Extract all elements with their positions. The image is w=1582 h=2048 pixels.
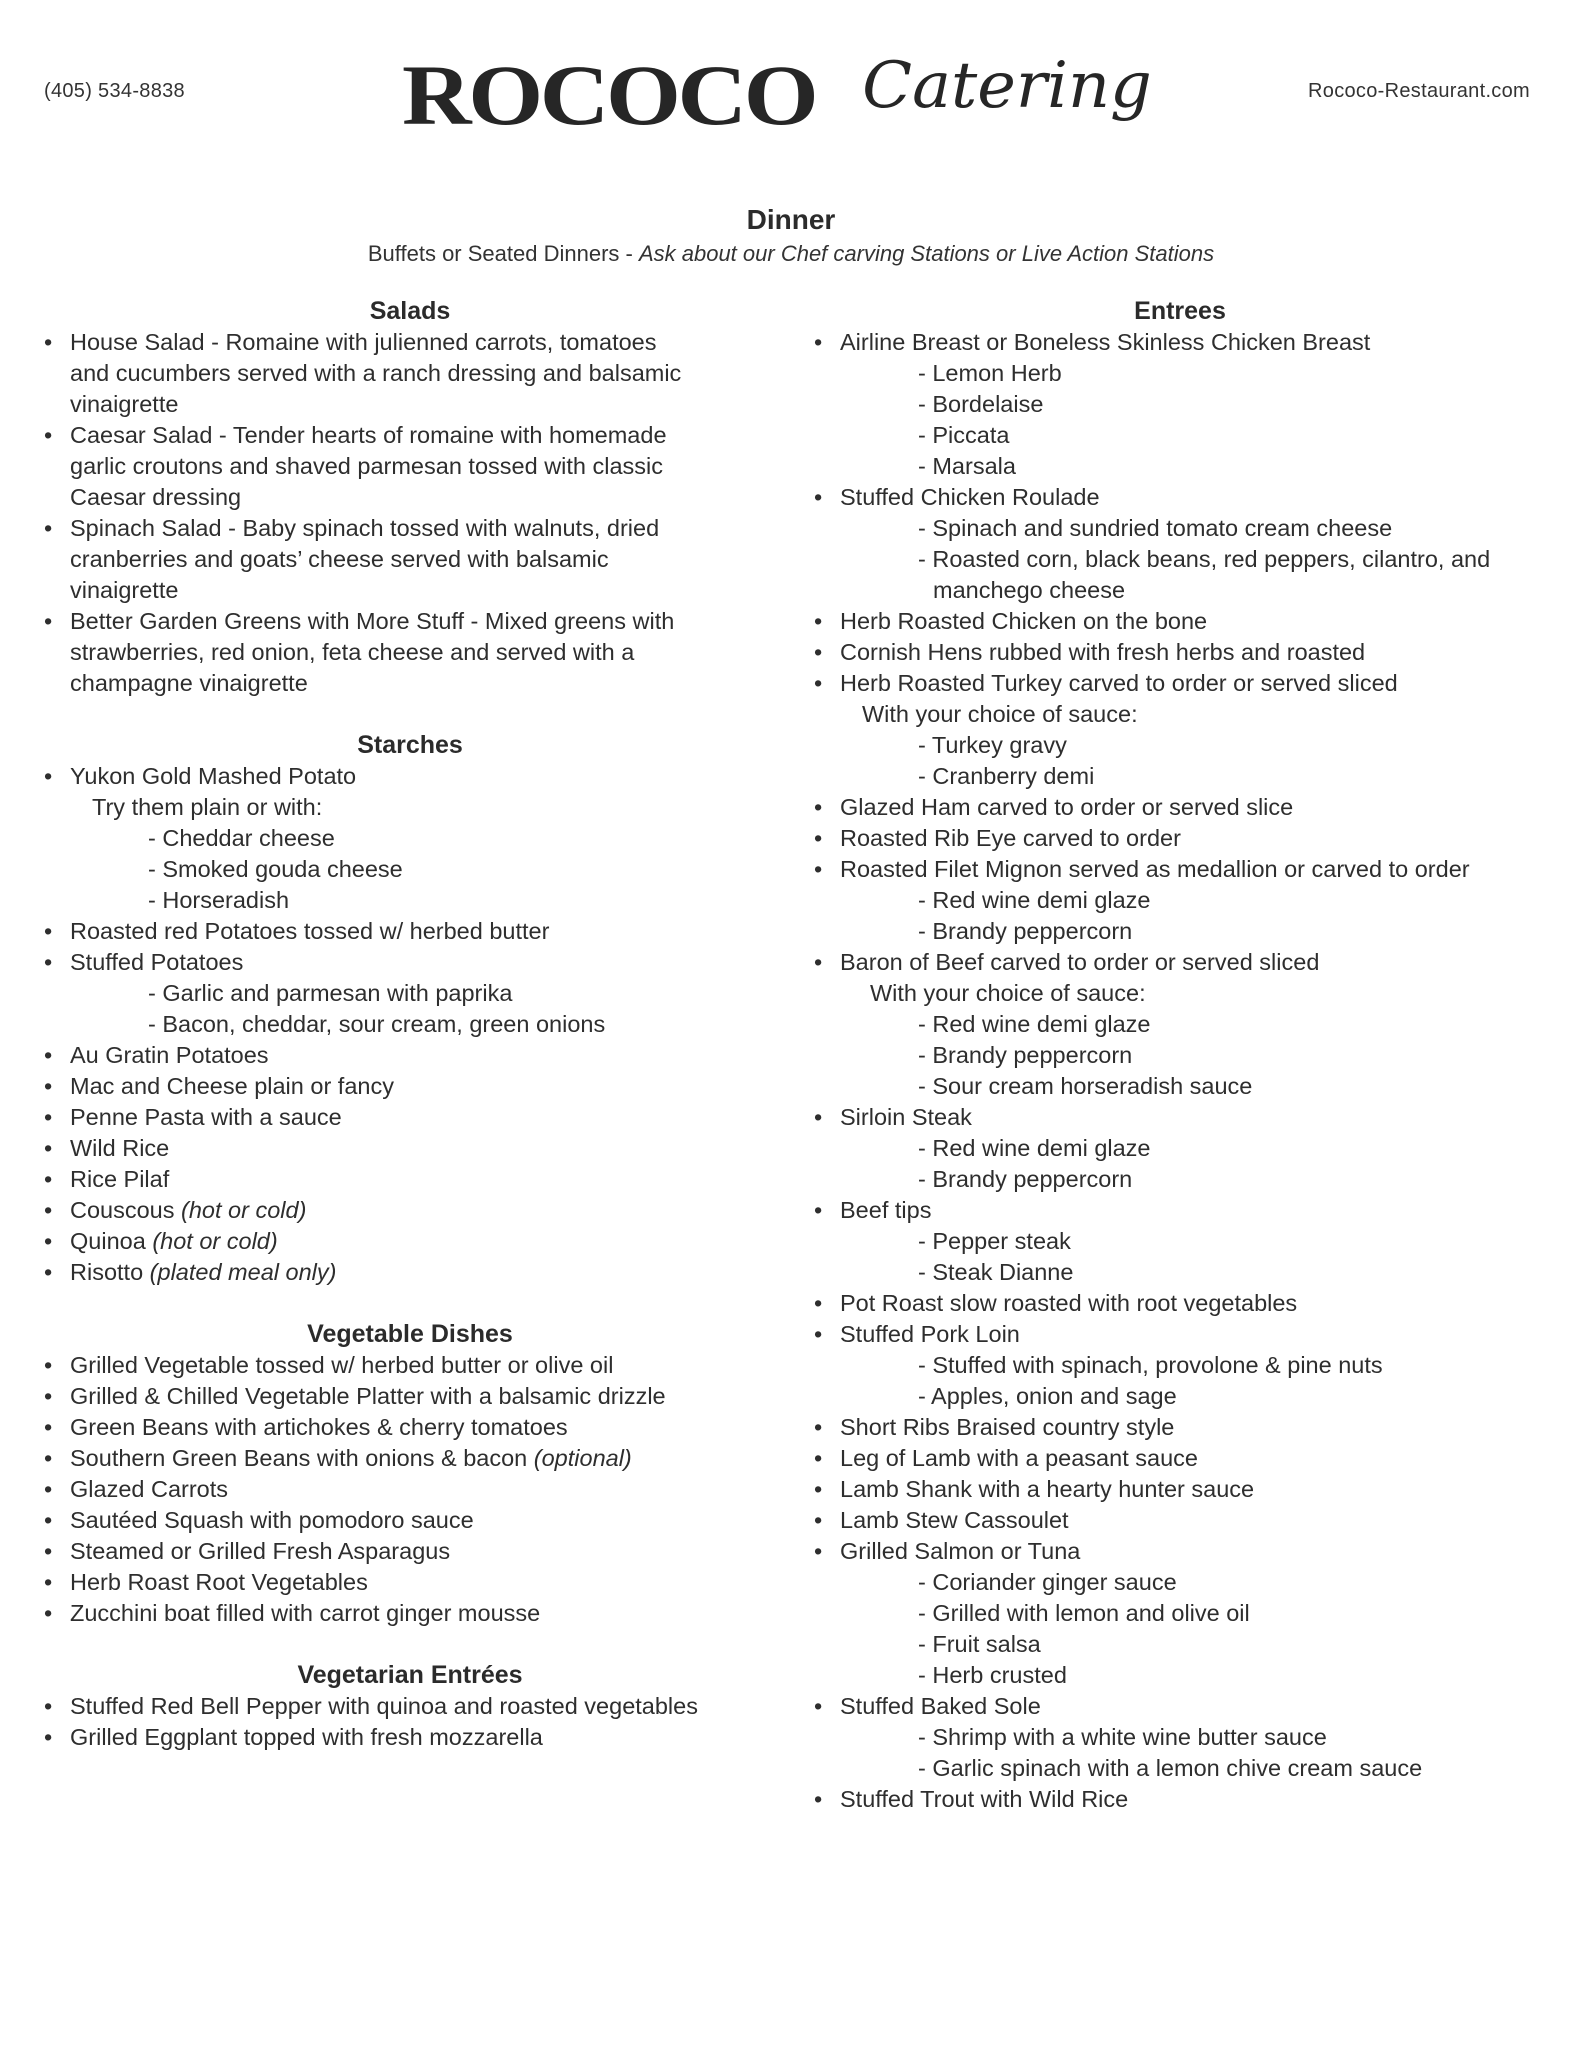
sub-option: - Fruit salsa: [918, 1631, 1041, 1657]
item-note: (plated meal only): [149, 1259, 337, 1285]
item-text: Green Beans with artichokes & cherry tomatoes: [70, 1414, 568, 1440]
list-item: [800, 1536, 1560, 1567]
item-text: Southern Green Beans with onions & bacon: [70, 1445, 534, 1471]
list-item: [30, 327, 790, 358]
item-text: Rice Pilaf: [70, 1166, 170, 1192]
section-salads: [30, 296, 790, 699]
sub-option: - Bordelaise: [918, 391, 1044, 417]
entrees-list: [800, 327, 1560, 1815]
list-item: [800, 854, 1560, 885]
bullet-icon: •: [814, 484, 823, 510]
list-item: [800, 1412, 1560, 1443]
list-item: [800, 1102, 1560, 1133]
list-item: [800, 637, 1560, 668]
item-text: Baron of Beef carved to order or served sliced: [840, 949, 1320, 975]
list-item: [800, 1784, 1560, 1815]
sub-option: - Brandy peppercorn: [918, 1042, 1133, 1068]
sub-option: - Steak Dianne: [918, 1259, 1074, 1285]
bullet-icon: •: [814, 1197, 823, 1223]
bullet-icon: •: [44, 1166, 53, 1192]
item-text: Quinoa: [70, 1228, 153, 1254]
page-subtitle: [0, 241, 1582, 267]
item-text: Airline Breast or Boneless Skinless Chicken Breast: [840, 329, 1371, 355]
list-item: [800, 327, 1560, 358]
item-text: Lamb Shank with a hearty hunter sauce: [840, 1476, 1255, 1502]
bullet-icon: •: [814, 825, 823, 851]
list-item: [800, 1691, 1560, 1722]
bullet-icon: •: [44, 515, 53, 541]
section-heading: Salads: [369, 297, 451, 325]
list-item: [30, 606, 790, 637]
sub-option: - Horseradish: [148, 887, 290, 913]
item-note: (hot or cold): [152, 1228, 278, 1254]
item-text: Grilled Salmon or Tuna: [840, 1538, 1081, 1564]
list-item: [30, 420, 790, 451]
subtitle-plain: Buffets or Seated Dinners -: [367, 241, 639, 266]
section-vegetable-dishes: [30, 1319, 790, 1629]
bullet-icon: •: [44, 949, 53, 975]
list-item: [800, 1443, 1560, 1474]
item-text: Lamb Stew Cassoulet: [840, 1507, 1069, 1533]
sub-option: - Turkey gravy: [918, 732, 1067, 758]
bullet-icon: •: [44, 422, 53, 448]
list-item: [30, 1226, 790, 1257]
item-text: Stuffed Potatoes: [70, 949, 244, 975]
bullet-icon: •: [44, 1073, 53, 1099]
list-item: [30, 1536, 790, 1567]
list-item-continued: [30, 544, 790, 575]
website-link: Rococo-Restaurant.com: [1308, 80, 1530, 102]
list-item: [800, 1505, 1560, 1536]
sub-option: - Brandy peppercorn: [918, 1166, 1133, 1192]
subtitle-italic: Ask about our Chef carving Stations or Live Action Stations: [638, 241, 1215, 266]
sub-option: - Cranberry demi: [918, 763, 1095, 789]
item-text: Herb Roasted Chicken on the bone: [840, 608, 1208, 634]
item-text: Mac and Cheese plain or fancy: [70, 1073, 394, 1099]
item-text: Pot Roast slow roasted with root vegetables: [840, 1290, 1298, 1316]
bullet-icon: •: [44, 1228, 53, 1254]
bullet-icon: •: [44, 1569, 53, 1595]
bullet-icon: •: [44, 1724, 53, 1750]
item-text: House Salad - Romaine with julienned carrots, tomatoes: [70, 329, 657, 355]
list-item: [800, 1319, 1560, 1350]
item-text: Stuffed Pork Loin: [840, 1321, 1020, 1347]
bullet-icon: •: [814, 639, 823, 665]
bullet-icon: •: [814, 1321, 823, 1347]
right-column: [800, 296, 1560, 1846]
bullet-icon: •: [44, 763, 53, 789]
item-text: Caesar Salad - Tender hearts of romaine with homemade: [70, 422, 667, 448]
item-note: (hot or cold): [181, 1197, 307, 1223]
sub-option: - Herb crusted: [918, 1662, 1067, 1688]
bullet-icon: •: [814, 1693, 823, 1719]
item-text: vinaigrette: [70, 577, 179, 603]
list-item: [30, 947, 790, 978]
logo-wordmark: ROCOCO: [402, 47, 816, 143]
list-item: [30, 1102, 790, 1133]
bullet-icon: •: [814, 608, 823, 634]
bullet-icon: •: [814, 1445, 823, 1471]
list-item: [800, 1288, 1560, 1319]
item-text: Wild Rice: [70, 1135, 170, 1161]
sub-option: - Sour cream horseradish sauce: [918, 1073, 1253, 1099]
item-text: Better Garden Greens with More Stuff - Mixed greens with: [70, 608, 675, 634]
section-heading: Entrees: [1134, 297, 1226, 325]
sub-option: - Apples, onion and sage: [918, 1383, 1177, 1409]
item-text: champagne vinaigrette: [70, 670, 308, 696]
list-item-continued: [30, 358, 790, 389]
bullet-icon: •: [44, 1104, 53, 1130]
section-heading: Starches: [357, 731, 463, 759]
list-item: [30, 1257, 790, 1288]
list-item: [800, 1474, 1560, 1505]
sub-option: - Coriander ginger sauce: [918, 1569, 1177, 1595]
list-item: [30, 1691, 790, 1722]
bullet-icon: •: [44, 1352, 53, 1378]
item-text: vinaigrette: [70, 391, 179, 417]
logo-script: Catering: [862, 49, 1152, 123]
bullet-icon: •: [44, 1135, 53, 1161]
item-text: Grilled & Chilled Vegetable Platter with a balsamic drizzle: [70, 1383, 666, 1409]
list-item: [30, 1567, 790, 1598]
bullet-icon: •: [44, 1259, 53, 1285]
sub-option: - Cheddar cheese: [148, 825, 335, 851]
list-item: [30, 761, 790, 792]
list-item: [30, 1164, 790, 1195]
item-text: Stuffed Trout with Wild Rice: [840, 1786, 1129, 1812]
item-text: Glazed Carrots: [70, 1476, 229, 1502]
sub-option: manchego cheese: [933, 577, 1126, 603]
item-text: Herb Roast Root Vegetables: [70, 1569, 368, 1595]
list-item: [30, 1350, 790, 1381]
bullet-icon: •: [44, 1507, 53, 1533]
item-text: cranberries and goats’ cheese served with balsamic: [70, 546, 609, 572]
sub-option: - Stuffed with spinach, provolone & pine nuts: [918, 1352, 1383, 1378]
item-note: Try them plain or with:: [92, 794, 323, 820]
item-text: Leg of Lamb with a peasant sauce: [840, 1445, 1198, 1471]
sub-option: - Garlic and parmesan with paprika: [148, 980, 513, 1006]
item-text: Roasted Rib Eye carved to order: [840, 825, 1181, 851]
bullet-icon: •: [44, 1197, 53, 1223]
list-item-continued: [30, 637, 790, 668]
bullet-icon: •: [814, 1786, 823, 1812]
item-text: Roasted Filet Mignon served as medallion or carved to order: [840, 856, 1470, 882]
bullet-icon: •: [44, 329, 53, 355]
item-text: Caesar dressing: [70, 484, 242, 510]
sub-option: - Piccata: [918, 422, 1010, 448]
bullet-icon: •: [814, 1104, 823, 1130]
list-item: [30, 1505, 790, 1536]
list-item: [30, 916, 790, 947]
list-item: [30, 1133, 790, 1164]
item-text: Yukon Gold Mashed Potato: [70, 763, 357, 789]
bullet-icon: •: [44, 1445, 53, 1471]
sub-option: - Spinach and sundried tomato cream cheese: [918, 515, 1393, 541]
item-text: Stuffed Chicken Roulade: [840, 484, 1100, 510]
item-text: Risotto: [70, 1259, 150, 1285]
item-text: Stuffed Red Bell Pepper with quinoa and roasted vegetables: [70, 1693, 698, 1719]
sub-option: - Red wine demi glaze: [918, 1011, 1151, 1037]
sub-option: - Smoked gouda cheese: [148, 856, 403, 882]
list-item: [800, 823, 1560, 854]
sub-option: - Grilled with lemon and olive oil: [918, 1600, 1250, 1626]
list-item: [30, 1412, 790, 1443]
list-item: [800, 482, 1560, 513]
item-text: Grilled Eggplant topped with fresh mozzarella: [70, 1724, 543, 1750]
section-vegetarian-entrees: [30, 1660, 790, 1753]
list-item: [30, 1474, 790, 1505]
bullet-icon: •: [814, 1476, 823, 1502]
list-item-continued: [30, 482, 790, 513]
bullet-icon: •: [44, 918, 53, 944]
salads-list: [30, 327, 790, 699]
item-text: Herb Roasted Turkey carved to order or served sliced: [840, 670, 1398, 696]
list-item: [800, 606, 1560, 637]
bullet-icon: •: [44, 1538, 53, 1564]
bullet-icon: •: [44, 1693, 53, 1719]
bullet-icon: •: [814, 856, 823, 882]
logo: [400, 47, 1200, 190]
bullet-icon: •: [44, 1600, 53, 1626]
list-item: [800, 668, 1560, 699]
item-text: and cucumbers served with a ranch dressing and balsamic: [70, 360, 682, 386]
sub-option: - Roasted corn, black beans, red peppers, cilantro, and: [918, 546, 1491, 572]
item-text: Roasted red Potatoes tossed w/ herbed butter: [70, 918, 550, 944]
left-column: [30, 296, 790, 1784]
item-note: (optional): [533, 1445, 632, 1471]
item-text: Zucchini boat filled with carrot ginger mousse: [70, 1600, 541, 1626]
list-item: [30, 513, 790, 544]
section-heading: Vegetarian Entrées: [297, 1661, 523, 1689]
bullet-icon: •: [814, 794, 823, 820]
item-text: Steamed or Grilled Fresh Asparagus: [70, 1538, 451, 1564]
item-note: With your choice of sauce:: [870, 980, 1146, 1006]
item-text: Penne Pasta with a sauce: [70, 1104, 342, 1130]
list-item: [800, 947, 1560, 978]
list-item-continued: [30, 389, 790, 420]
list-item: [30, 1443, 790, 1474]
bullet-icon: •: [44, 1476, 53, 1502]
sub-option: - Brandy peppercorn: [918, 918, 1133, 944]
list-item: [30, 1040, 790, 1071]
list-item-continued: [30, 451, 790, 482]
bullet-icon: •: [814, 1414, 823, 1440]
item-text: strawberries, red onion, feta cheese and served with a: [70, 639, 635, 665]
item-text: Couscous: [70, 1197, 182, 1223]
item-text: Spinach Salad - Baby spinach tossed with walnuts, dried: [70, 515, 660, 541]
sub-option: - Garlic spinach with a lemon chive cream sauce: [918, 1755, 1423, 1781]
bullet-icon: •: [44, 1383, 53, 1409]
sub-option: - Red wine demi glaze: [918, 1135, 1151, 1161]
sub-option: - Pepper steak: [918, 1228, 1071, 1254]
list-item: [800, 792, 1560, 823]
sub-option: - Lemon Herb: [918, 360, 1062, 386]
item-text: Beef tips: [840, 1197, 932, 1223]
sub-option: - Marsala: [918, 453, 1016, 479]
bullet-icon: •: [44, 608, 53, 634]
list-item-continued: [30, 668, 790, 699]
item-text: Stuffed Baked Sole: [840, 1693, 1041, 1719]
list-item: [30, 1598, 790, 1629]
item-text: Glazed Ham carved to order or served slice: [840, 794, 1294, 820]
item-text: Grilled Vegetable tossed w/ herbed butter or olive oil: [70, 1352, 614, 1378]
bullet-icon: •: [44, 1414, 53, 1440]
list-item: [30, 1722, 790, 1753]
list-item: [800, 1195, 1560, 1226]
bullet-icon: •: [814, 1538, 823, 1564]
bullet-icon: •: [814, 670, 823, 696]
item-text: garlic croutons and shaved parmesan tossed with classic: [70, 453, 664, 479]
item-text: Au Gratin Potatoes: [70, 1042, 269, 1068]
list-item-continued: [30, 575, 790, 606]
list-item: [30, 1071, 790, 1102]
bullet-icon: •: [814, 1290, 823, 1316]
bullet-icon: •: [814, 1507, 823, 1533]
bullet-icon: •: [44, 1042, 53, 1068]
list-item: [30, 1195, 790, 1226]
page-title: Dinner: [746, 204, 836, 235]
item-text: Short Ribs Braised country style: [840, 1414, 1175, 1440]
item-text: Sautéed Squash with pomodoro sauce: [70, 1507, 474, 1533]
section-heading: Vegetable Dishes: [307, 1320, 513, 1348]
phone-number: (405) 534-8838: [44, 80, 185, 102]
item-text: Cornish Hens rubbed with fresh herbs and roasted: [840, 639, 1366, 665]
list-item: [30, 1381, 790, 1412]
section-entrees: [800, 296, 1560, 1815]
item-text: Sirloin Steak: [840, 1104, 972, 1130]
sub-option: - Red wine demi glaze: [918, 887, 1151, 913]
bullet-icon: •: [814, 949, 823, 975]
sub-option: - Bacon, cheddar, sour cream, green onions: [148, 1011, 606, 1037]
sub-option: - Shrimp with a white wine butter sauce: [918, 1724, 1327, 1750]
item-note: With your choice of sauce:: [862, 701, 1138, 727]
section-starches: [30, 730, 790, 1288]
bullet-icon: •: [814, 329, 823, 355]
